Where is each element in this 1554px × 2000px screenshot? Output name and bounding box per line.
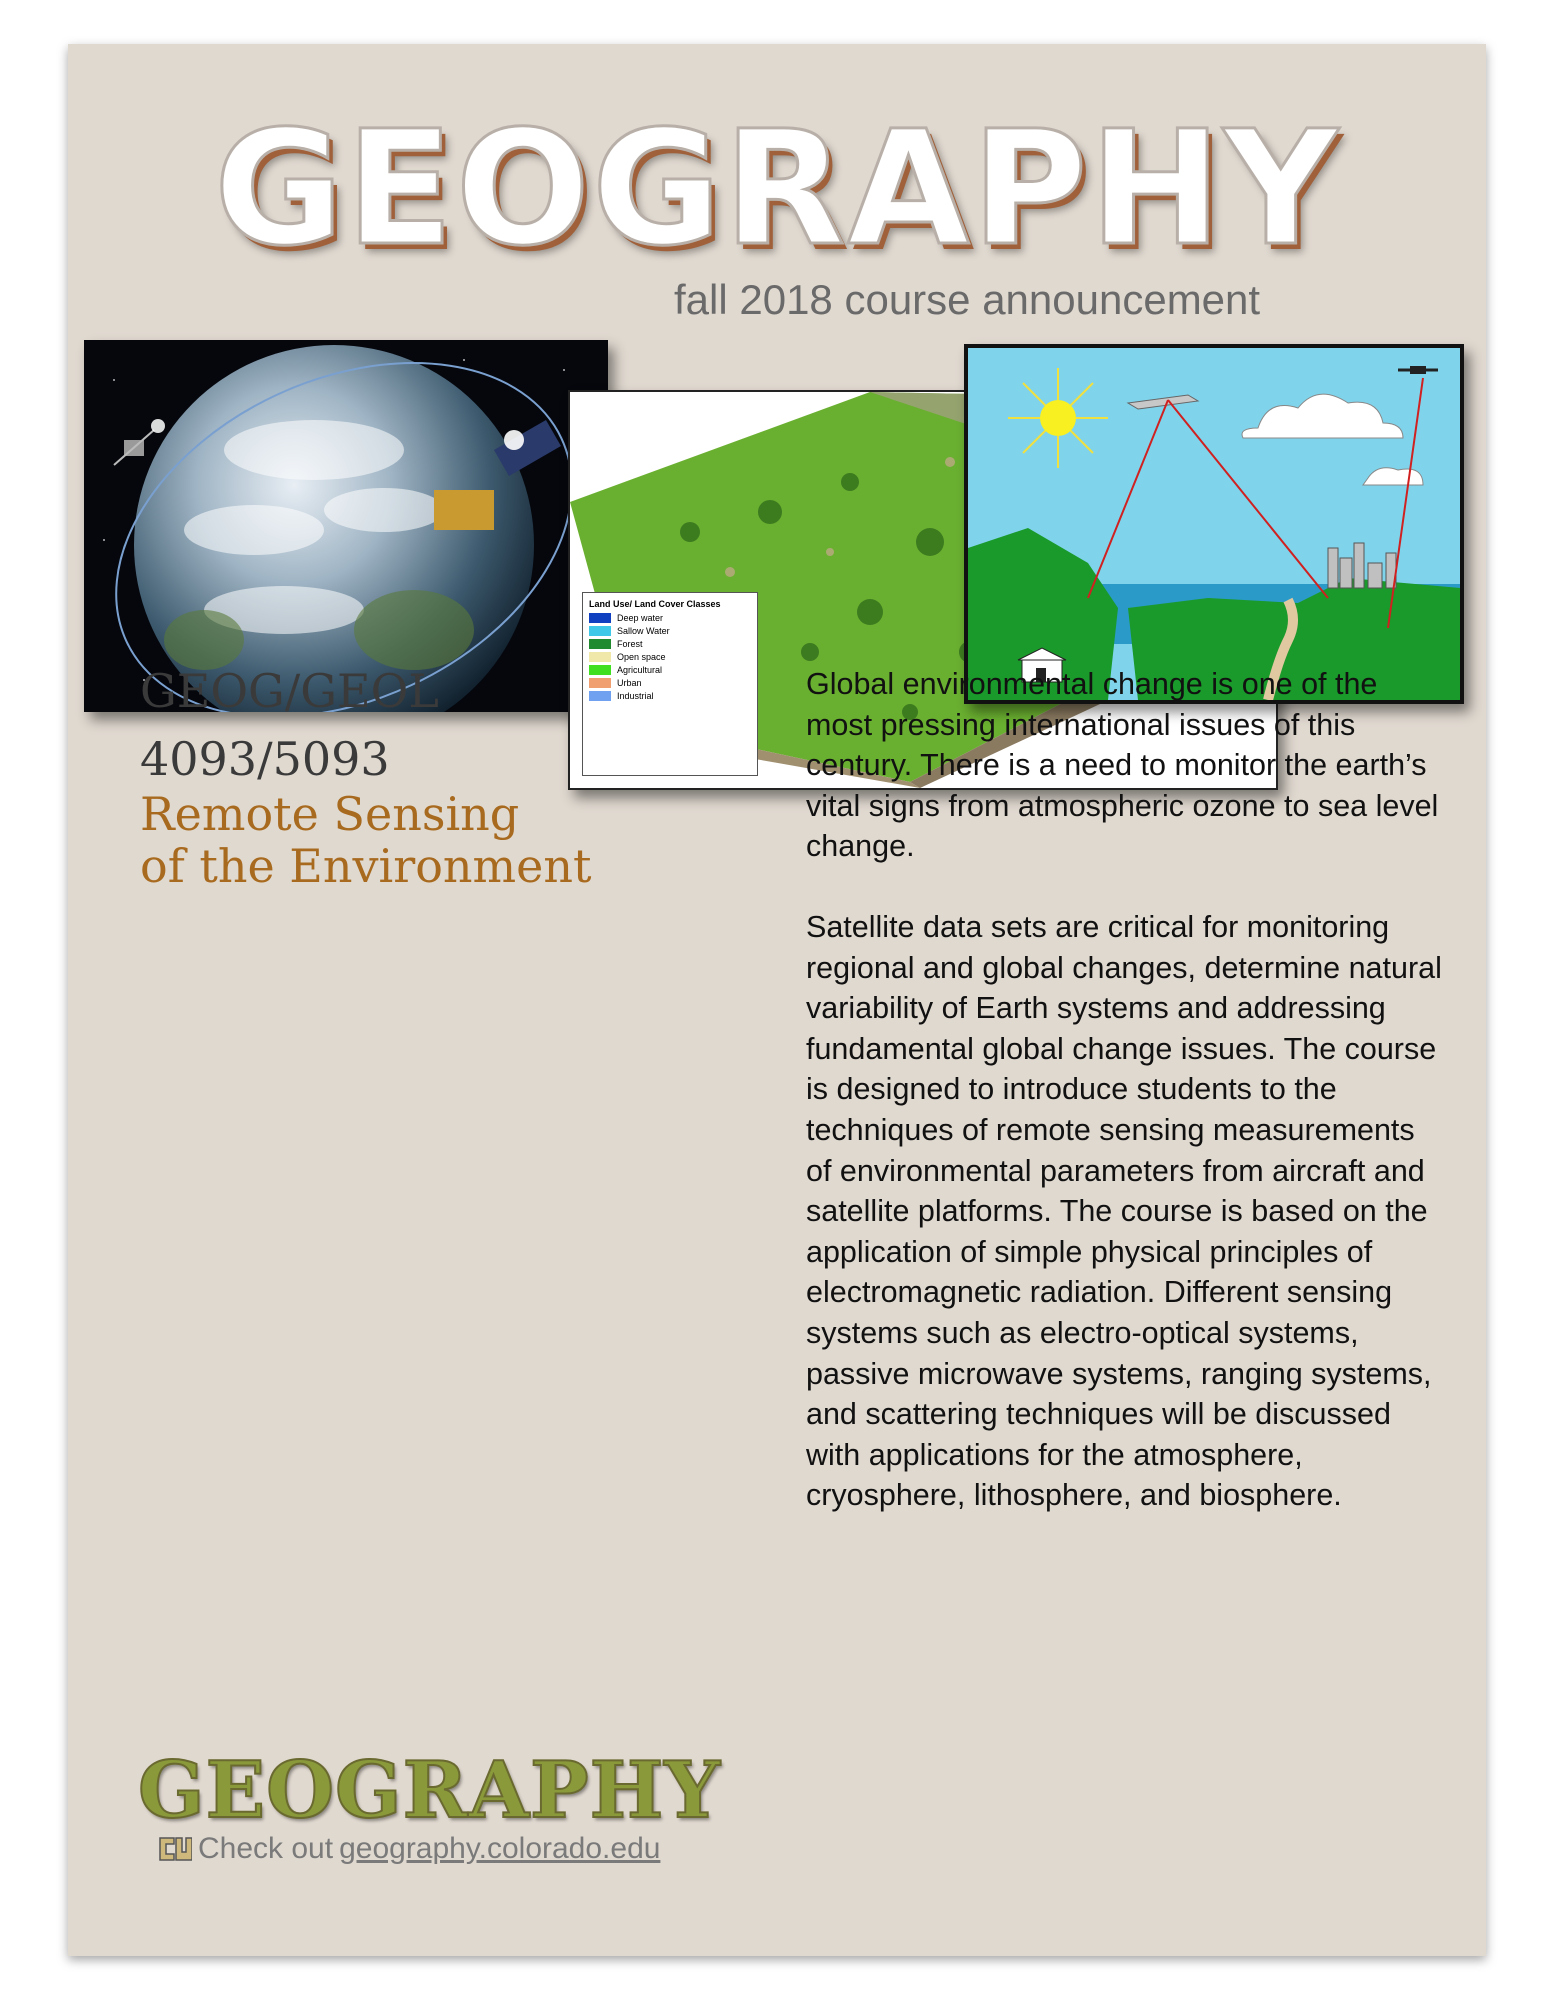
description-paragraph-2: Satellite data sets are critical for monitoring regional and global changes, determine natural variability of Earth systems and addressing fundamental global change issues. The course is designed to introduce students to the techniques of remote sensing measurements of environmental parameters from aircraft and satellite platforms. The course is based on the application of simple physical principles of electromagnetic radiation. Different sensing systems such as electro-optical systems, passive microwave systems, ranging systems, and scattering techniques will be discussed with applications for the atmosphere, cryosphere, lithosphere, and biosphere. xyxy=(806,909,1442,1513)
legend-swatch xyxy=(589,613,611,623)
legend-label: Sallow Water xyxy=(617,626,670,636)
check-out-text: Check out xyxy=(198,1832,334,1865)
remote-sensing-diagram xyxy=(964,344,1464,704)
legend-label: Urban xyxy=(617,678,642,688)
description-paragraph-1: Global environmental change is one of the most pressing international issues of this century. There is a need to monitor the earth’s vital signs from atmospheric ozone to sea level change. xyxy=(806,667,1439,864)
geography-logo: GEOGRAPHY xyxy=(138,1745,721,1836)
geography-website-link[interactable]: geography.colorado.edu xyxy=(339,1832,661,1865)
poster-page xyxy=(68,44,1486,1956)
legend-title: Land Use/ Land Cover Classes xyxy=(589,599,721,609)
legend-swatch xyxy=(589,639,611,649)
cu-logo-icon xyxy=(158,1834,192,1864)
course-description xyxy=(806,664,1446,1556)
footer-link-row xyxy=(158,1832,660,1866)
legend-item xyxy=(589,639,751,649)
poster-title: GEOGRAPHY xyxy=(213,97,1340,281)
legend-item xyxy=(589,691,751,701)
legend-swatch xyxy=(589,678,611,688)
course-title-line2: of the Environment xyxy=(140,839,592,893)
legend-item xyxy=(589,613,751,623)
legend-swatch xyxy=(589,691,611,701)
legend-item xyxy=(589,665,751,675)
land-cover-legend xyxy=(582,592,758,776)
legend-swatch xyxy=(589,665,611,675)
earth-satellite-image xyxy=(84,340,608,712)
legend-swatch xyxy=(589,626,611,636)
legend-label: Open space xyxy=(617,652,666,662)
course-code-line1: GEOG/GEOL xyxy=(140,664,439,718)
poster-subtitle: fall 2018 course announcement xyxy=(674,276,1261,323)
legend-swatch xyxy=(589,652,611,662)
course-title-line1: Remote Sensing xyxy=(140,787,520,841)
legend-label: Industrial xyxy=(617,691,654,701)
legend-label: Forest xyxy=(617,639,643,649)
legend-item xyxy=(589,678,751,688)
legend-item xyxy=(589,626,751,636)
legend-item xyxy=(589,652,751,662)
legend-label: Agricultural xyxy=(617,665,663,675)
legend-label: Deep water xyxy=(617,613,664,623)
course-code-line2: 4093/5093 xyxy=(140,732,390,786)
